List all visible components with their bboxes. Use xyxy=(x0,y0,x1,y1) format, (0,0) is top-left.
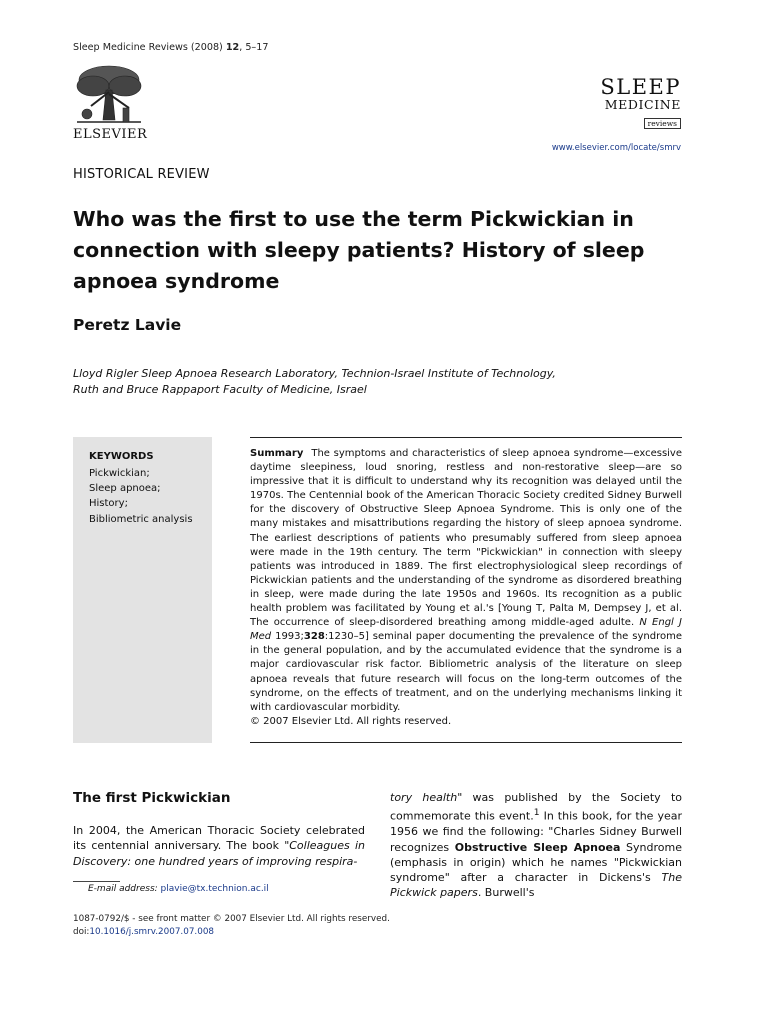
abstract xyxy=(250,447,682,729)
keyword-item: Bibliometric analysis xyxy=(89,513,193,525)
doi-label: doi: xyxy=(73,927,90,937)
reference-marker[interactable]: 1 xyxy=(533,807,540,819)
abstract-bottom-rule xyxy=(250,742,682,743)
front-matter-line: 1087-0792/$ - see front matter © 2007 Elsevier Ltd. All rights reserved. xyxy=(73,914,390,924)
col2-text: In this book, for the year 1956 we find the following: "Charles Sidney Burwell recognizes xyxy=(390,809,683,854)
journal-logo-line2: MEDICINE xyxy=(604,97,681,112)
abstract-volume: 328 xyxy=(303,631,325,643)
footnote-rule xyxy=(73,881,120,882)
col2-text: " was published by the Society to commemorate this event. xyxy=(390,791,682,823)
article-type: HISTORICAL REVIEW xyxy=(73,167,210,182)
doi-link[interactable]: 10.1016/j.smrv.2007.07.008 xyxy=(89,927,215,937)
keyword-item: Sleep apnoea; xyxy=(89,483,161,495)
keyword-item: Pickwickian; xyxy=(89,468,150,479)
journal-logo xyxy=(585,76,681,130)
keywords-heading: KEYWORDS xyxy=(89,451,154,462)
publisher-name: ELSEVIER xyxy=(73,127,148,142)
col2-book-title: The Pickwick papers xyxy=(390,871,682,900)
email-label: E-mail address: xyxy=(88,884,158,894)
affiliation-line2: Ruth and Bruce Rappaport Faculty of Medicine, Israel xyxy=(73,382,367,396)
abstract-copyright: © 2007 Elsevier Ltd. All rights reserved. xyxy=(250,715,452,727)
keyword-item: History; xyxy=(89,498,128,510)
col2-book-title-end: tory health xyxy=(390,791,458,804)
abstract-top-rule xyxy=(250,437,682,438)
abstract-label: Summary xyxy=(250,448,304,459)
body-paragraph-col1 xyxy=(73,823,365,869)
col2-text: . Burwell's xyxy=(477,886,535,900)
author-name: Peretz Lavie xyxy=(73,316,182,334)
citation-pages: , 5–17 xyxy=(239,42,269,53)
section-heading: The first Pickwickian xyxy=(73,790,231,806)
col2-text: Syndrome (emphasis in origin) which he names "Pickwickian syndrome" after a character in Dickens's xyxy=(390,840,682,885)
body-paragraph-col2 xyxy=(390,790,682,901)
abstract-text-part2: :1230–5] seminal paper documenting the prevalence of the syndrome in the general population, and by the accumulated evidence that the syndrome is a major cardiovascular risk factor. Bibliometric analysis of the literature on sleep apnoea reveals that future research will focus on the long-term outcomes of the syndrome, on the effects of treatment, and on the underlying mechanisms linking it with cardiovascular morbidity. xyxy=(250,631,682,713)
col2-emphasis: Obstructive Sleep Apnoea xyxy=(454,840,621,854)
affiliation-line1: Lloyd Rigler Sleep Apnoea Research Laboratory, Technion-Israel Institute of Technology, xyxy=(73,367,556,380)
abstract-journal-abbrev: N Engl J Med xyxy=(250,617,682,643)
abstract-year: 1993; xyxy=(275,631,304,643)
email-link[interactable]: plavie@tx.technion.ac.il xyxy=(160,884,269,894)
journal-logo-line1: SLEEP xyxy=(600,75,681,99)
front-matter xyxy=(73,913,390,939)
col1-text: In 2004, the American Thoracic Society celebrated its centennial anniversary. The book xyxy=(73,824,365,853)
doi-line xyxy=(73,926,390,939)
abstract-text-part1: The symptoms and characteristics of sleep apnoea syndrome—excessive daytime sleepiness, loud snoring, restless and non-restorative sleep—are so impressive that it is difficult to understand why its recognition was delayed until the 1970s. The Centennial book of the American Thoracic Society credited Sidney Burwell for the discovery of Obstructive Sleep Apnoea Syndrome. This is only one of the many mistakes and misattributions regarding the history of sleep apnoea syndrome. The earliest descriptions of patients who presumably suffered from sleep apnoea were made in the 19th century. The term "Pickwickian" in connection with sleepy patients was introduced in 1889. The first electrophysiological sleep recordings of Pickwickian patients and the understanding of the syndrome as disordered breathing in sleep, were made during the late 1950s and 1960s. Its recognition as a public health problem was facilitated by Young et al.'s [Young T, Palta M, Dempsey J, et al. The occurrence of sleep-disordered breathing among middle-aged adulte. xyxy=(250,448,682,629)
footnote-email xyxy=(88,884,269,894)
author-affiliation xyxy=(73,366,633,397)
col1-book-title: "Colleagues in Discovery: one hundred years of improving respira- xyxy=(73,839,365,868)
journal-logo-line3: reviews xyxy=(644,118,681,129)
journal-citation xyxy=(73,42,268,53)
citation-journal: Sleep Medicine Reviews (2008) xyxy=(73,42,223,53)
journal-url-link[interactable]: www.elsevier.com/locate/smrv xyxy=(551,143,681,153)
citation-volume: 12 xyxy=(225,42,240,53)
article-title: Who was the first to use the term Pickwickian in connection with sleepy patients? History of sleep apnoea syndrome xyxy=(73,207,645,293)
keywords-list xyxy=(89,466,193,527)
